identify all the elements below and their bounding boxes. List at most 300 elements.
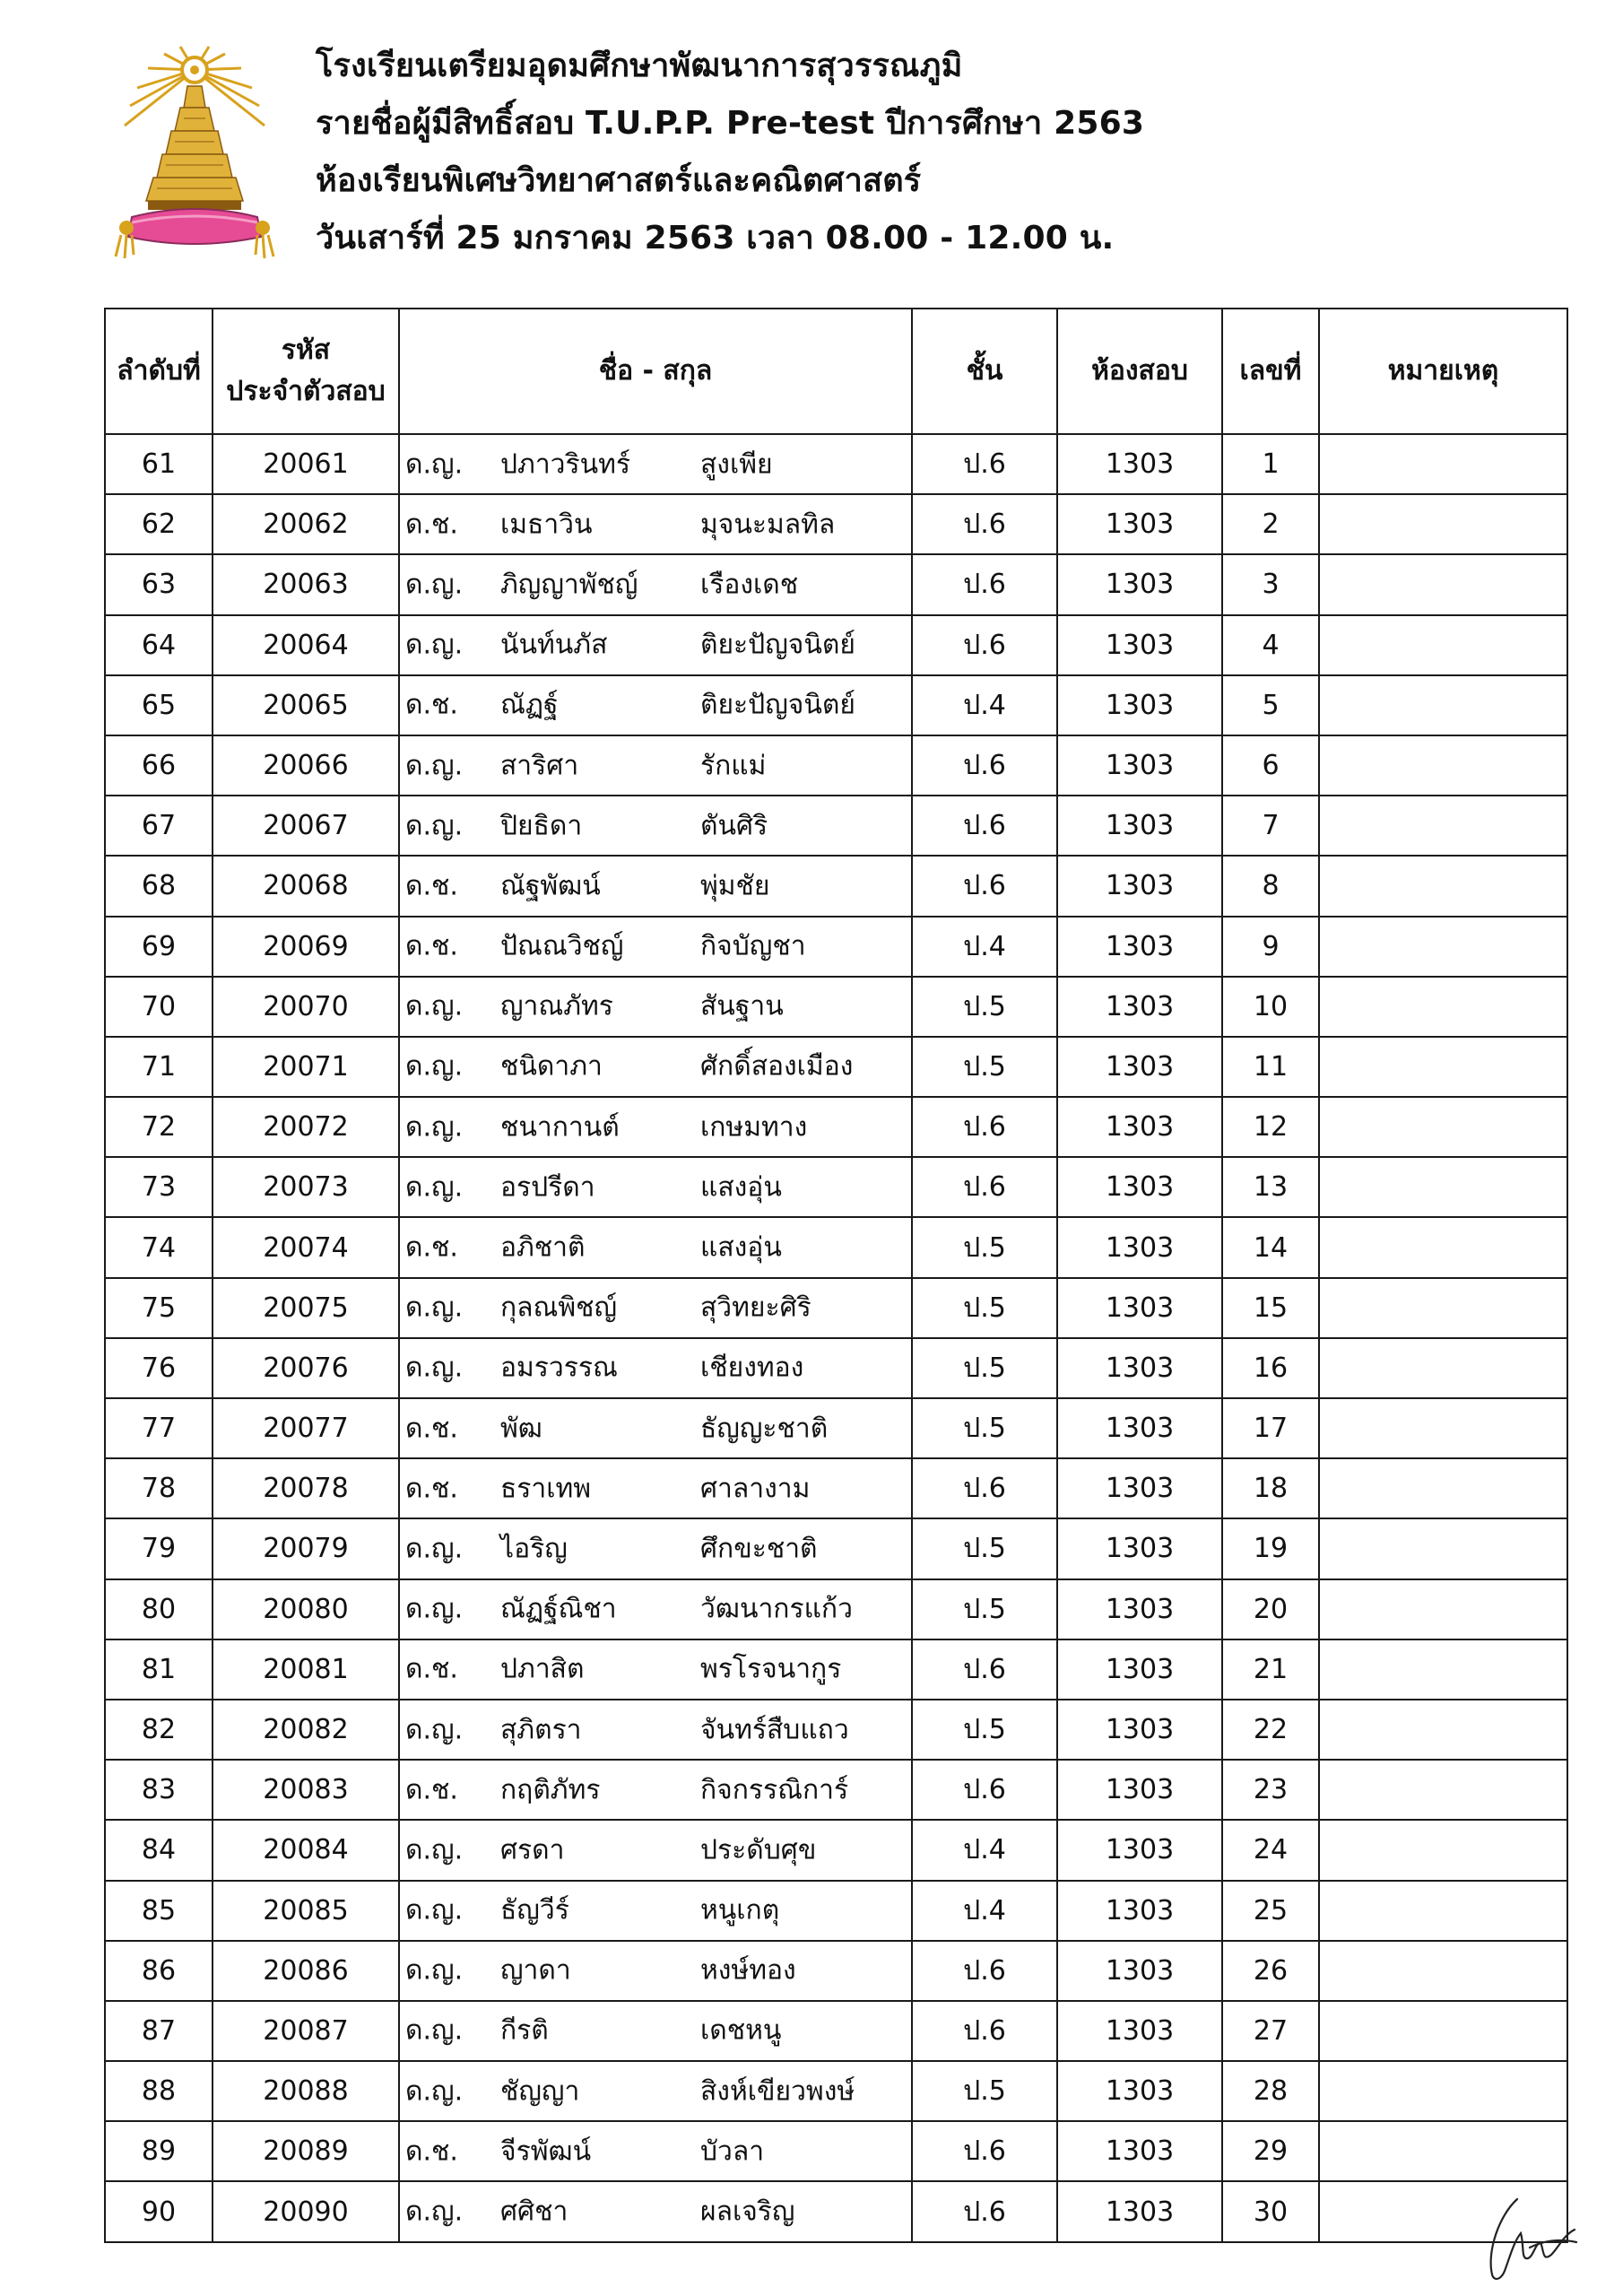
cell-remark [1319, 2061, 1567, 2121]
table-row [105, 615, 1567, 675]
name-prefix: ด.ญ. [405, 1714, 464, 1746]
cell-seat-number: 17 [1222, 1398, 1319, 1458]
cell-full-name [399, 1097, 912, 1157]
first-name: สาริศา [500, 750, 579, 782]
cell-order: 86 [105, 1941, 213, 2001]
cell-order: 72 [105, 1097, 213, 1157]
cell-full-name [399, 1881, 912, 1941]
cell-seat-number: 21 [1222, 1639, 1319, 1700]
cell-order: 74 [105, 1217, 213, 1277]
cell-full-name [399, 856, 912, 916]
last-name: พุ่มชัย [700, 870, 770, 902]
name-prefix: ด.ช. [405, 1774, 458, 1806]
cell-seat-number: 6 [1222, 735, 1319, 796]
cell-full-name [399, 615, 912, 675]
last-name: สูงเพีย [700, 448, 773, 481]
cell-grade: ป.5 [912, 1398, 1057, 1458]
cell-exam-id: 20077 [213, 1398, 399, 1458]
cell-exam-room: 1303 [1057, 2001, 1222, 2061]
cell-full-name [399, 2121, 912, 2181]
cell-remark [1319, 1398, 1567, 1458]
table-row [105, 1338, 1567, 1398]
cell-full-name [399, 1820, 912, 1880]
cell-exam-room: 1303 [1057, 1700, 1222, 1760]
cell-remark [1319, 2001, 1567, 2061]
table-row [105, 1941, 1567, 2001]
cell-exam-room: 1303 [1057, 2121, 1222, 2181]
name-prefix: ด.ญ. [405, 448, 464, 481]
cell-grade: ป.4 [912, 1881, 1057, 1941]
cell-exam-room: 1303 [1057, 1037, 1222, 1097]
table-row [105, 2121, 1567, 2181]
table-row [105, 434, 1567, 494]
name-prefix: ด.ช. [405, 930, 458, 962]
table-row [105, 1097, 1567, 1157]
name-prefix: ด.ช. [405, 509, 458, 541]
cell-full-name [399, 1518, 912, 1578]
cell-grade: ป.6 [912, 494, 1057, 554]
cell-order: 88 [105, 2061, 213, 2121]
cell-seat-number: 29 [1222, 2121, 1319, 2181]
cell-exam-room: 1303 [1057, 917, 1222, 977]
cell-exam-id: 20067 [213, 796, 399, 856]
first-name: ธราเทพ [500, 1473, 592, 1505]
first-name: ญาณภัทร [500, 990, 613, 1022]
cell-order: 84 [105, 1820, 213, 1880]
cell-seat-number: 12 [1222, 1097, 1319, 1157]
cell-exam-id: 20080 [213, 1579, 399, 1639]
program-name: ห้องเรียนพิเศษวิทยาศาสตร์และคณิตศาสตร์ [316, 162, 922, 199]
first-name: ญาดา [500, 1954, 571, 1987]
cell-full-name [399, 1941, 912, 2001]
table-row [105, 1579, 1567, 1639]
first-name: ไอริญ [500, 1533, 568, 1565]
cell-exam-room: 1303 [1057, 675, 1222, 735]
cell-exam-id: 20079 [213, 1518, 399, 1578]
cell-exam-room: 1303 [1057, 1941, 1222, 2001]
cell-remark [1319, 1037, 1567, 1097]
cell-exam-room: 1303 [1057, 1579, 1222, 1639]
first-name: เมธาวิน [500, 509, 593, 541]
last-name: กิจกรรณิการ์ [700, 1774, 849, 1806]
cell-remark [1319, 1338, 1567, 1398]
cell-grade: ป.5 [912, 2061, 1057, 2121]
cell-order: 90 [105, 2181, 213, 2241]
first-name: ปภาสิต [500, 1653, 585, 1685]
col-header-id-line2: ประจำตัวสอบ [226, 376, 386, 407]
last-name: ติยะปัญจนิตย์ [700, 629, 855, 661]
first-name: จีรพัฒน์ [500, 2135, 592, 2168]
cell-remark [1319, 977, 1567, 1037]
cell-full-name [399, 1217, 912, 1277]
cell-exam-id: 20087 [213, 2001, 399, 2061]
cell-grade: ป.4 [912, 675, 1057, 735]
cell-grade: ป.5 [912, 977, 1057, 1037]
first-name: ธัญวีร์ [500, 1894, 569, 1926]
cell-remark [1319, 1157, 1567, 1217]
last-name: ศักดิ์สองเมือง [700, 1050, 854, 1083]
table-row [105, 1278, 1567, 1338]
cell-exam-room: 1303 [1057, 494, 1222, 554]
crown-tiers [146, 86, 243, 201]
cell-exam-id: 20061 [213, 434, 399, 494]
table-row [105, 1760, 1567, 1820]
cell-full-name [399, 1760, 912, 1820]
first-name: กีรติ [500, 2014, 549, 2047]
cell-order: 68 [105, 856, 213, 916]
first-name: กฤติภัทร [500, 1774, 601, 1806]
cell-full-name [399, 735, 912, 796]
cell-exam-id: 20076 [213, 1338, 399, 1398]
cell-exam-id: 20068 [213, 856, 399, 916]
cell-grade: ป.5 [912, 1338, 1057, 1398]
cell-remark [1319, 675, 1567, 735]
cell-full-name [399, 494, 912, 554]
last-name: มุจนะมลทิล [700, 509, 836, 541]
last-name: หงษ์ทอง [700, 1954, 796, 1987]
table-row [105, 2061, 1567, 2121]
last-name: พรโรจนากูร [700, 1653, 842, 1685]
cell-full-name [399, 554, 912, 614]
cell-seat-number: 2 [1222, 494, 1319, 554]
cell-exam-id: 20065 [213, 675, 399, 735]
table-row [105, 2001, 1567, 2061]
table-row [105, 1820, 1567, 1880]
cell-remark [1319, 1941, 1567, 2001]
cell-grade: ป.6 [912, 434, 1057, 494]
last-name: สุวิทยะศิริ [700, 1292, 812, 1324]
cell-grade: ป.6 [912, 2181, 1057, 2241]
cell-seat-number: 19 [1222, 1518, 1319, 1578]
cell-full-name [399, 1458, 912, 1518]
school-name: โรงเรียนเตรียมอุดมศึกษาพัฒนาการสุวรรณภูมิ [316, 48, 963, 84]
cell-remark [1319, 1518, 1567, 1578]
cell-grade: ป.5 [912, 1700, 1057, 1760]
cell-grade: ป.5 [912, 1037, 1057, 1097]
exam-date: วันเสาร์ที่ 25 มกราคม 2563 เวลา 08.00 - 12.00 น. [316, 220, 1115, 257]
document-title: รายชื่อผู้มีสิทธิ์สอบ T.U.P.P. Pre-test ปีการศึกษา 2563 [316, 105, 1145, 142]
cell-seat-number: 10 [1222, 977, 1319, 1037]
cell-seat-number: 25 [1222, 1881, 1319, 1941]
cell-exam-id: 20083 [213, 1760, 399, 1820]
table-row [105, 1458, 1567, 1518]
name-prefix: ด.ญ. [405, 1292, 464, 1324]
cell-exam-room: 1303 [1057, 796, 1222, 856]
last-name: ติยะปัญจนิตย์ [700, 689, 855, 721]
name-prefix: ด.ญ. [405, 990, 464, 1022]
name-prefix: ด.ช. [405, 1653, 458, 1685]
cell-full-name [399, 1037, 912, 1097]
cell-seat-number: 4 [1222, 615, 1319, 675]
table-body [105, 434, 1567, 2242]
cell-grade: ป.6 [912, 615, 1057, 675]
first-name: ปัณณวิชญ์ [500, 930, 624, 962]
cell-exam-id: 20089 [213, 2121, 399, 2181]
cell-remark [1319, 1760, 1567, 1820]
table-row [105, 1700, 1567, 1760]
cell-exam-room: 1303 [1057, 1097, 1222, 1157]
cell-full-name [399, 1157, 912, 1217]
cell-order: 66 [105, 735, 213, 796]
cell-seat-number: 27 [1222, 2001, 1319, 2061]
cell-order: 77 [105, 1398, 213, 1458]
last-name: สันฐาน [700, 990, 784, 1022]
last-name: แสงอุ่น [700, 1171, 782, 1204]
cell-grade: ป.6 [912, 554, 1057, 614]
cell-remark [1319, 796, 1567, 856]
table-row [105, 735, 1567, 796]
cell-grade: ป.6 [912, 1157, 1057, 1217]
cell-exam-id: 20088 [213, 2061, 399, 2121]
last-name: จันทร์สืบแถว [700, 1714, 849, 1746]
col-header-remark: หมายเหตุ [1319, 309, 1567, 434]
cell-full-name [399, 2001, 912, 2061]
first-name: ณัฐพัฒน์ [500, 870, 601, 902]
table-row [105, 1157, 1567, 1217]
name-prefix: ด.ญ. [405, 1171, 464, 1204]
cell-exam-room: 1303 [1057, 856, 1222, 916]
first-name: ณัฏฐ์ณิชา [500, 1593, 617, 1625]
cell-remark [1319, 1217, 1567, 1277]
cell-exam-id: 20090 [213, 2181, 399, 2241]
cell-exam-id: 20073 [213, 1157, 399, 1217]
cell-grade: ป.5 [912, 1278, 1057, 1338]
cell-remark [1319, 856, 1567, 916]
name-prefix: ด.ช. [405, 870, 458, 902]
cell-remark [1319, 554, 1567, 614]
last-name: ผลเจริญ [700, 2196, 795, 2228]
cell-full-name [399, 2061, 912, 2121]
first-name: ปภาวรินทร์ [500, 448, 631, 481]
cell-order: 78 [105, 1458, 213, 1518]
col-header-order: ลำดับที่ [105, 309, 213, 434]
name-prefix: ด.ช. [405, 2135, 458, 2168]
cell-seat-number: 7 [1222, 796, 1319, 856]
cell-remark [1319, 615, 1567, 675]
cell-grade: ป.6 [912, 1458, 1057, 1518]
cell-grade: ป.4 [912, 917, 1057, 977]
table-row [105, 1398, 1567, 1458]
cell-full-name [399, 796, 912, 856]
first-name: ศศิชา [500, 2196, 568, 2228]
last-name: เชียงทอง [700, 1352, 804, 1384]
cell-remark [1319, 434, 1567, 494]
document-header [316, 38, 1144, 267]
cell-exam-room: 1303 [1057, 1639, 1222, 1700]
table-row [105, 675, 1567, 735]
first-name: ชนิดาภา [500, 1050, 603, 1083]
cell-remark [1319, 1881, 1567, 1941]
cell-remark [1319, 1458, 1567, 1518]
cell-order: 89 [105, 2121, 213, 2181]
cell-seat-number: 1 [1222, 434, 1319, 494]
first-name: อมรวรรณ [500, 1352, 618, 1384]
cell-grade: ป.6 [912, 735, 1057, 796]
table-row [105, 1217, 1567, 1277]
table-row [105, 554, 1567, 614]
last-name: วัฒนากรแก้ว [700, 1593, 853, 1625]
cell-order: 85 [105, 1881, 213, 1941]
col-header-name: ชื่อ - สกุล [399, 309, 912, 434]
name-prefix: ด.ช. [405, 1413, 458, 1445]
cell-grade: ป.6 [912, 1097, 1057, 1157]
cell-full-name [399, 1278, 912, 1338]
last-name: หนูเกตุ [700, 1894, 780, 1926]
table-row [105, 1639, 1567, 1700]
cell-order: 67 [105, 796, 213, 856]
cell-exam-room: 1303 [1057, 1820, 1222, 1880]
name-prefix: ด.ญ. [405, 1533, 464, 1565]
school-crest-logo [112, 43, 278, 265]
cell-seat-number: 13 [1222, 1157, 1319, 1217]
cell-remark [1319, 1278, 1567, 1338]
cell-seat-number: 26 [1222, 1941, 1319, 2001]
cell-full-name [399, 917, 912, 977]
cell-seat-number: 5 [1222, 675, 1319, 735]
handwritten-signature [1481, 2188, 1580, 2287]
first-name: ปิยธิดา [500, 810, 583, 842]
first-name: ศรดา [500, 1834, 565, 1866]
cell-seat-number: 11 [1222, 1037, 1319, 1097]
cushion [116, 209, 273, 258]
cell-seat-number: 3 [1222, 554, 1319, 614]
cell-exam-id: 20085 [213, 1881, 399, 1941]
col-header-id [213, 309, 399, 434]
cell-seat-number: 28 [1222, 2061, 1319, 2121]
cell-order: 81 [105, 1639, 213, 1700]
cell-grade: ป.5 [912, 1217, 1057, 1277]
cell-grade: ป.6 [912, 1941, 1057, 2001]
cell-order: 73 [105, 1157, 213, 1217]
table-row [105, 977, 1567, 1037]
cell-order: 70 [105, 977, 213, 1037]
cell-remark [1319, 1700, 1567, 1760]
last-name: ธัญญะชาติ [700, 1413, 829, 1445]
cell-grade: ป.5 [912, 1579, 1057, 1639]
cell-exam-id: 20081 [213, 1639, 399, 1700]
table-row [105, 796, 1567, 856]
name-prefix: ด.ญ. [405, 1352, 464, 1384]
first-name: อรปรีดา [500, 1171, 595, 1204]
table-row [105, 917, 1567, 977]
cell-exam-id: 20069 [213, 917, 399, 977]
cell-exam-id: 20086 [213, 1941, 399, 2001]
cell-seat-number: 18 [1222, 1458, 1319, 1518]
cell-full-name [399, 1338, 912, 1398]
cell-full-name [399, 1579, 912, 1639]
name-prefix: ด.ญ. [405, 1834, 464, 1866]
cell-order: 79 [105, 1518, 213, 1578]
cell-full-name [399, 977, 912, 1037]
cell-remark [1319, 1639, 1567, 1700]
name-prefix: ด.ช. [405, 689, 458, 721]
name-prefix: ด.ช. [405, 1231, 458, 1264]
col-header-id-line1: รหัส [281, 335, 331, 366]
cell-grade: ป.6 [912, 856, 1057, 916]
cell-exam-id: 20064 [213, 615, 399, 675]
cell-order: 75 [105, 1278, 213, 1338]
col-header-room: ห้องสอบ [1057, 309, 1222, 434]
first-name: พัฒ [500, 1413, 542, 1445]
cell-order: 87 [105, 2001, 213, 2061]
cell-order: 71 [105, 1037, 213, 1097]
name-prefix: ด.ญ. [405, 1593, 464, 1625]
cell-seat-number: 20 [1222, 1579, 1319, 1639]
last-name: รักแม่ [700, 750, 767, 782]
cell-grade: ป.6 [912, 1760, 1057, 1820]
cell-exam-room: 1303 [1057, 1157, 1222, 1217]
cell-seat-number: 22 [1222, 1700, 1319, 1760]
cell-exam-id: 20072 [213, 1097, 399, 1157]
first-name: กุลณพิชญ์ [500, 1292, 618, 1324]
col-header-grade: ชั้น [912, 309, 1057, 434]
cell-seat-number: 9 [1222, 917, 1319, 977]
cell-order: 69 [105, 917, 213, 977]
last-name: บัวลา [700, 2135, 765, 2168]
first-name: ณัฏฐ์ [500, 689, 559, 721]
last-name: ประดับศุข [700, 1834, 817, 1866]
cell-seat-number: 30 [1222, 2181, 1319, 2241]
cell-remark [1319, 735, 1567, 796]
table-row [105, 1881, 1567, 1941]
table-row [105, 856, 1567, 916]
cell-exam-id: 20063 [213, 554, 399, 614]
cell-remark [1319, 1579, 1567, 1639]
col-header-seat: เลขที่ [1222, 309, 1319, 434]
cell-remark [1319, 2121, 1567, 2181]
name-prefix: ด.ญ. [405, 1954, 464, 1987]
cell-full-name [399, 1398, 912, 1458]
first-name: ภิญญาพัชญ์ [500, 569, 638, 601]
cell-seat-number: 8 [1222, 856, 1319, 916]
cell-seat-number: 24 [1222, 1820, 1319, 1880]
cell-order: 64 [105, 615, 213, 675]
cell-full-name [399, 2181, 912, 2241]
cell-exam-id: 20078 [213, 1458, 399, 1518]
cell-grade: ป.5 [912, 1518, 1057, 1578]
last-name: แสงอุ่น [700, 1231, 782, 1264]
cell-order: 61 [105, 434, 213, 494]
first-name: ชนากานต์ [500, 1111, 620, 1144]
table-header-row [105, 309, 1567, 434]
cell-exam-id: 20062 [213, 494, 399, 554]
table-row [105, 2181, 1567, 2241]
cell-exam-id: 20074 [213, 1217, 399, 1277]
name-prefix: ด.ญ. [405, 810, 464, 842]
cell-remark [1319, 1097, 1567, 1157]
cell-exam-room: 1303 [1057, 1760, 1222, 1820]
last-name: เกษมทาง [700, 1111, 808, 1144]
cell-exam-room: 1303 [1057, 735, 1222, 796]
name-prefix: ด.ญ. [405, 629, 464, 661]
cell-order: 65 [105, 675, 213, 735]
cell-exam-room: 1303 [1057, 434, 1222, 494]
cell-exam-id: 20070 [213, 977, 399, 1037]
table-row [105, 494, 1567, 554]
name-prefix: ด.ช. [405, 1473, 458, 1505]
name-prefix: ด.ญ. [405, 1894, 464, 1926]
name-prefix: ด.ญ. [405, 750, 464, 782]
cell-grade: ป.6 [912, 2121, 1057, 2181]
cell-full-name [399, 1639, 912, 1700]
cell-seat-number: 14 [1222, 1217, 1319, 1277]
cell-grade: ป.4 [912, 1820, 1057, 1880]
cell-full-name [399, 434, 912, 494]
last-name: ศึกขะชาติ [700, 1533, 818, 1565]
last-name: เดชหนู [700, 2014, 782, 2047]
cell-grade: ป.6 [912, 2001, 1057, 2061]
first-name: อภิชาติ [500, 1231, 586, 1264]
